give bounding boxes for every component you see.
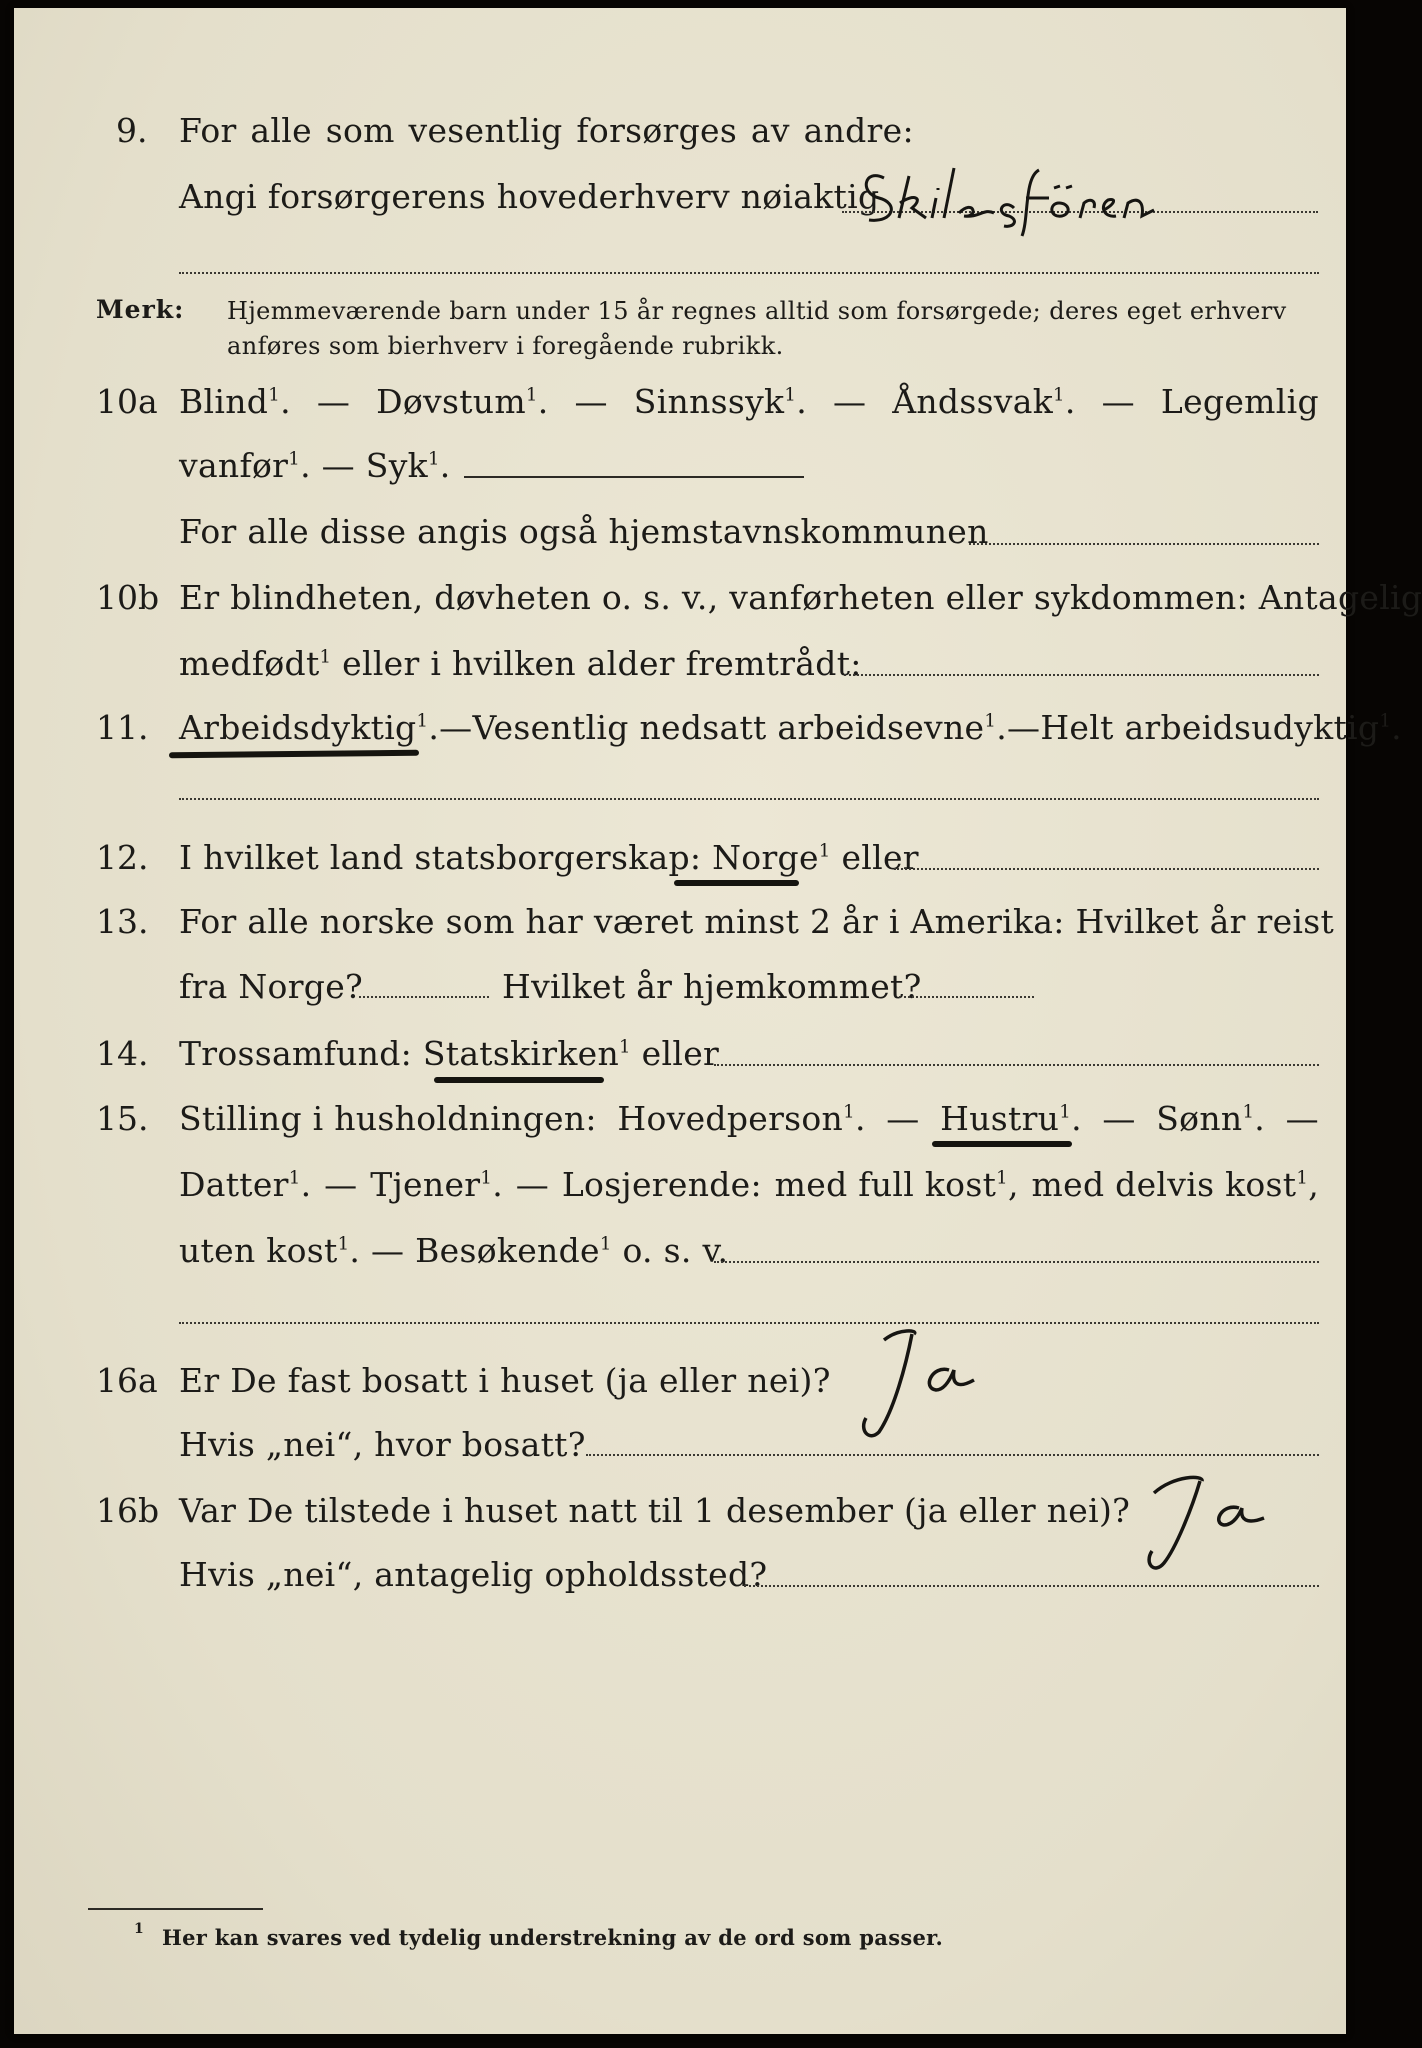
q10a-options-line2: vanfør$^1$. — Syk$^1$. [179, 446, 451, 485]
q13-line2a: fra Norge? [179, 967, 364, 1006]
q16b-dots [744, 1585, 1319, 1587]
q13-line1: For alle norske som har været minst 2 år i Amerika: Hvilket år reist [179, 902, 1335, 941]
sep: — [316, 382, 351, 421]
q16b-handwritten-answer [1104, 1463, 1284, 1583]
q13-dots-1 [359, 996, 489, 998]
q11-underline-mark [169, 750, 419, 759]
opt-andssvak: Åndssvak$^1$. [892, 382, 1076, 421]
merk-label: Merk: [96, 295, 185, 324]
opt-hustru: Hustru$^1$. [940, 1099, 1082, 1138]
q12-number: 12. [96, 838, 149, 877]
opt-legemlig: Legemlig [1160, 382, 1319, 421]
q16b-line1: Var De tilstede i huset natt til 1 desember (ja eller nei)? [179, 1491, 1131, 1530]
q14-line: Trossamfund: Statskirken$^1$ eller [179, 1034, 720, 1073]
q16a-dots [586, 1454, 1319, 1456]
q15-number: 15. [96, 1099, 149, 1138]
opt-sinnssyk: Sinnssyk$^1$. [633, 382, 807, 421]
opt-dovstum: Døvstum$^1$. [376, 382, 549, 421]
q15-line2: Datter$^1$. — Tjener$^1$. — Losjerende: med full kost$^1$, med delvis kost$^1$, [179, 1165, 1319, 1204]
census-form-page [14, 8, 1422, 2034]
q10a-line3: For alle disse angis også hjemstavnskommunen [179, 512, 989, 551]
sep: — [574, 382, 608, 421]
q11-options: Arbeidsdyktig$^1$. — Vesentlig nedsatt arbeidsevne$^1$. — Helt arbeidsudyktig$^1$. [179, 708, 1402, 747]
opt-nedsatt: Vesentlig nedsatt arbeidsevne$^1$. [472, 708, 1008, 747]
q14-underline-mark [434, 1077, 604, 1083]
opt-norge: Norge [712, 838, 819, 877]
opt-arbeidsdyktig: Arbeidsdyktig$^1$. [179, 708, 440, 747]
footnote-text: Her kan svares ved tydelig understrekning av de ord som passer. [162, 1925, 944, 1950]
q9-line1: For alle som vesentlig forsørges av andre: [179, 111, 914, 150]
q9-extra-dots [179, 272, 1319, 274]
q16b-line2: Hvis „nei“, antagelig opholdssted? [179, 1555, 768, 1594]
opt-vanfor: vanfør [179, 446, 289, 485]
q16a-line1: Er De fast bosatt i huset (ja eller nei)? [179, 1361, 831, 1400]
q9-handwritten-answer [854, 158, 1174, 238]
q15-line3: uten kost$^1$. — Besøkende$^1$ o. s. v. [179, 1231, 729, 1270]
q10a-number: 10a [96, 382, 158, 421]
q13-line2b: Hvilket år hjemkommet? [502, 967, 922, 1006]
sep: — [832, 382, 867, 421]
q15-dots [714, 1261, 1319, 1263]
opt-syk: Syk [365, 446, 428, 485]
q16a-number: 16a [96, 1361, 158, 1400]
q14-dots [714, 1064, 1319, 1066]
q10b-number: 10b [96, 578, 160, 617]
q15-extra-dots [179, 1322, 1319, 1324]
q9-line2: Angi forsørgerens hovederhverv nøiaktig [179, 177, 880, 216]
merk-line2: anføres som bierhverv i foregående rubrikk. [227, 332, 784, 360]
opt-statskirken: Statskirken [422, 1034, 620, 1073]
footnote-mark: 1 [134, 1921, 145, 1937]
q16a-handwritten-answer [824, 1320, 994, 1450]
q12-underline-mark [674, 880, 799, 886]
q13-dots-2 [899, 996, 1034, 998]
q9-number: 9. [116, 111, 148, 150]
q10a-dots [969, 543, 1319, 545]
q11-dots [179, 798, 1319, 800]
q10a-options-line1 [179, 382, 1319, 421]
merk-line1: Hjemmeværende barn under 15 år regnes alltid som forsørgede; deres eget erhverv [227, 297, 1287, 325]
opt-udyktig: Helt arbeidsudyktig$^1$. [1040, 708, 1402, 747]
q15-underline-mark [932, 1141, 1072, 1147]
q16a-line2: Hvis „nei“, hvor bosatt? [179, 1425, 586, 1464]
q12-dots [894, 868, 1319, 870]
q10b-dots [844, 674, 1319, 676]
q13-number: 13. [96, 902, 149, 941]
q12-line: I hvilket land statsborgerskap: Norge$^1$ eller [179, 838, 919, 877]
sep: — [1101, 382, 1135, 421]
q15-line1: Stilling i husholdningen: Hovedperson$^1$. — Hustru$^1$. — Sønn$^1$. — [179, 1099, 1319, 1138]
q16b-number: 16b [96, 1491, 160, 1530]
opt-blind: Blind$^1$. [179, 382, 291, 421]
q14-number: 14. [96, 1034, 149, 1073]
q10b-line2: medfødt$^1$ eller i hvilken alder fremtrådt: [179, 644, 862, 683]
q11-number: 11. [96, 708, 149, 747]
footnote-rule [88, 1908, 263, 1910]
q10b-line1: Er blindheten, døvheten o. s. v., vanførheten eller sykdommen: Antagelig [179, 578, 1422, 617]
q10a-answer-line [464, 476, 804, 478]
